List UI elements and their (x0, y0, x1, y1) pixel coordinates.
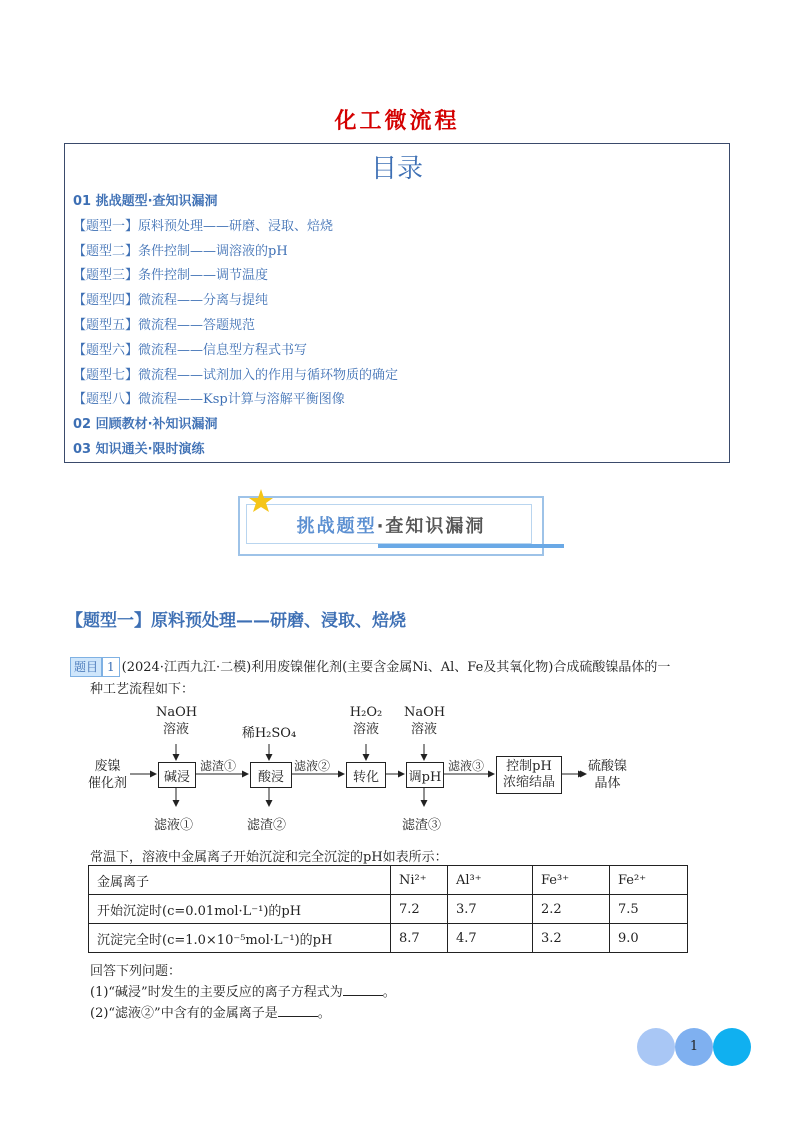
page-number-badge (637, 1028, 751, 1066)
answer-blank[interactable] (278, 1004, 318, 1017)
table-cell: 7.2 (391, 895, 448, 924)
step-adjust-ph: 调pH (406, 762, 444, 788)
toc-item[interactable]: 【题型七】微流程——试剂加入的作用与循环物质的确定 (73, 367, 399, 383)
sub-questions (90, 961, 396, 1024)
question-tag: 题目 (70, 657, 102, 677)
toc-item[interactable]: 【题型六】微流程——信息型方程式书写 (73, 342, 308, 358)
reagent-sulfuric-acid: 稀H₂SO₄ (241, 726, 297, 741)
step-conversion: 转化 (346, 762, 386, 788)
page-circle-decoration (637, 1028, 675, 1066)
step-crystallize: 控制pH 浓缩结晶 (496, 756, 562, 794)
toc-heading: 目录 (370, 154, 423, 184)
sub-question-1: (1)“碱浸”时发生的主要反应的离子方程式为 。 (90, 985, 396, 1000)
arrow-label-3: 滤液③ (448, 759, 485, 773)
toc-item[interactable]: 【题型二】条件控制——调溶液的pH (73, 243, 288, 259)
toc-item[interactable]: 01 挑战题型·查知识漏洞 (73, 194, 218, 209)
answers-intro: 回答下列问题： (90, 964, 182, 979)
question-text-continued: 种工艺流程如下： (90, 682, 195, 697)
toc-item[interactable]: 【题型三】条件控制——调节温度 (73, 268, 269, 284)
banner-text (238, 512, 544, 538)
step-acid-leach: 酸浸 (250, 762, 292, 788)
toc-item[interactable]: 03 知识通关·限时演练 (73, 441, 205, 457)
table-row (89, 924, 688, 953)
table-cell: 4.7 (448, 924, 533, 953)
table-intro: 常温下，溶液中金属离子开始沉淀和完全沉淀的pH如表所示： (90, 850, 448, 865)
table-cell: 8.7 (391, 924, 448, 953)
toc-item[interactable]: 【题型一】原料预处理——研磨、浸取、焙烧 (73, 218, 334, 234)
table-of-contents (64, 143, 730, 463)
flow-product-label: 硫酸镍 晶体 (588, 759, 628, 791)
banner-text-rest: ·查知识漏洞 (376, 516, 486, 537)
reagent-naoh-2: NaOH 溶液 (404, 705, 446, 737)
answer-blank[interactable] (343, 983, 383, 996)
table-row (89, 895, 688, 924)
question-number: 1 (102, 657, 120, 677)
section-banner (238, 496, 544, 556)
banner-underline (378, 544, 564, 548)
output-filtrate-1: 滤液① (154, 818, 194, 833)
section-title: 【题型一】原料预处理——研磨、浸取、焙烧 (66, 611, 406, 631)
toc-item[interactable]: 【题型八】微流程——Ksp计算与溶解平衡图像 (73, 392, 345, 408)
reagent-h2o2: H₂O₂ 溶液 (349, 705, 383, 737)
table-cell: 开始沉淀时(c=0.01mol·L⁻¹)的pH (89, 895, 391, 924)
toc-item[interactable]: 02 回顾教材·补知识漏洞 (73, 417, 218, 433)
arrow-label-1: 滤渣① (200, 759, 237, 773)
sub-question-2: (2)“滤液②”中含有的金属离子是 。 (90, 1006, 331, 1021)
table-cell: 3.2 (533, 924, 610, 953)
arrow-label-2: 滤液② (294, 759, 331, 773)
table-header-row (89, 866, 688, 895)
banner-text-highlight: 挑战题型 (296, 516, 377, 537)
process-flow-diagram (84, 702, 664, 842)
table-header-cell: Ni²⁺ (391, 866, 448, 895)
table-cell: 3.7 (448, 895, 533, 924)
table-cell: 沉淀完全时(c=1.0×10⁻⁵mol·L⁻¹)的pH (89, 924, 391, 953)
flow-start-label: 废镍 催化剂 (88, 759, 128, 791)
output-residue-2: 滤渣② (247, 818, 287, 833)
toc-item[interactable]: 【题型四】微流程——分离与提纯 (73, 293, 269, 309)
ph-data-table (88, 865, 688, 953)
table-cell: 2.2 (533, 895, 610, 924)
table-header-cell: Fe²⁺ (610, 866, 688, 895)
output-residue-3: 滤渣③ (402, 818, 442, 833)
question-text: (2024·江西九江·二模)利用废镍催化剂(主要含金属Ni、Al、Fe及其氧化物)合成硫酸镍晶体的一 (121, 660, 671, 675)
reagent-naoh-1: NaOH 溶液 (156, 705, 198, 737)
page-circle-decoration (713, 1028, 751, 1066)
toc-list (73, 190, 398, 463)
step-alkali-leach: 碱浸 (158, 762, 196, 788)
page-number: 1 (689, 1039, 699, 1054)
table-cell: 9.0 (610, 924, 688, 953)
table-header-cell: 金属离子 (89, 866, 391, 895)
star-icon (248, 488, 274, 514)
table-cell: 7.5 (610, 895, 688, 924)
table-header-cell: Al³⁺ (448, 866, 533, 895)
question-line (70, 656, 670, 677)
table-header-cell: Fe³⁺ (533, 866, 610, 895)
toc-item[interactable]: 【题型五】微流程——答题规范 (73, 317, 256, 333)
document-title: 化工微流程 (334, 109, 460, 134)
